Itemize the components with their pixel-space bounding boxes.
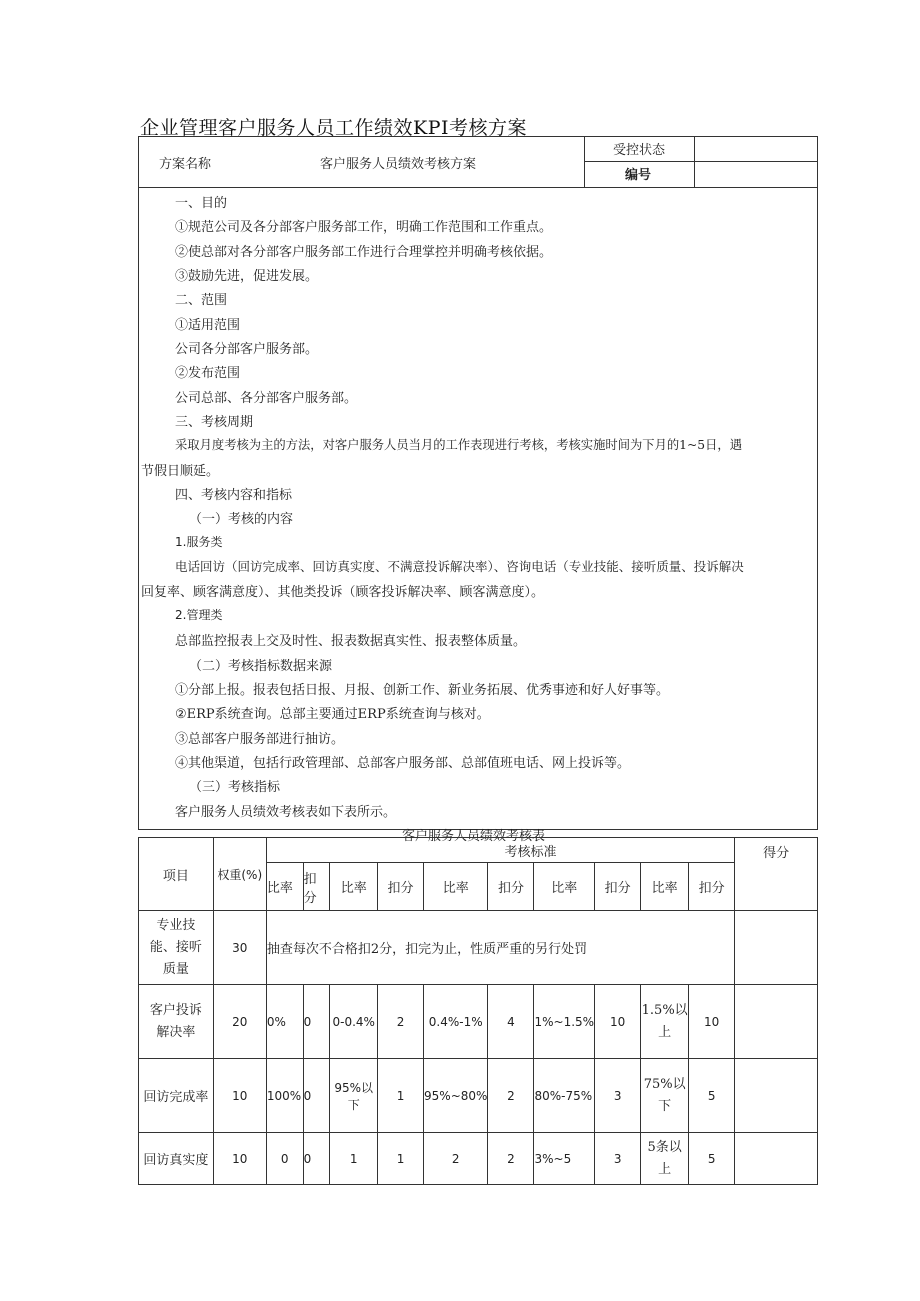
col-deduct: 扣分 bbox=[595, 863, 641, 911]
body-line: 二、范围 bbox=[175, 293, 228, 308]
row-item: 回访真实度 bbox=[139, 1133, 214, 1185]
plan-name-value: 客户服务人员绩效考核方案 bbox=[320, 157, 477, 172]
col-score: 得分 bbox=[735, 838, 818, 911]
number-label: 编号 bbox=[625, 168, 652, 183]
row-cell: 5 bbox=[689, 1059, 735, 1133]
status-label: 受控状态 bbox=[613, 143, 666, 158]
plan-header bbox=[139, 137, 817, 188]
row-score bbox=[735, 1133, 818, 1185]
row-cell: 3 bbox=[595, 1133, 641, 1185]
row-note: 抽查每次不合格扣2分，扣完为止，性质严重的另行处罚 bbox=[266, 911, 734, 985]
row-cell: 0 bbox=[303, 1133, 330, 1185]
body-line: （三）考核指标 bbox=[189, 780, 281, 795]
body-line: 回复率、顾客满意度）、其他类投诉（顾客投诉解决率、顾客满意度）。 bbox=[141, 585, 545, 600]
body-line: （二）考核指标数据来源 bbox=[189, 659, 333, 674]
col-deduct: 扣分 bbox=[377, 863, 423, 911]
col-deduct: 扣分 bbox=[689, 863, 735, 911]
row-weight: 10 bbox=[213, 1059, 266, 1133]
row-cell: 10 bbox=[595, 985, 641, 1059]
row-cell: 4 bbox=[488, 985, 534, 1059]
row-item: 专业技能、接听质量 bbox=[139, 911, 214, 985]
body-line: 总部监控报表上交及时性、报表数据真实性、报表整体质量。 bbox=[175, 634, 527, 649]
row-cell: 3 bbox=[595, 1059, 641, 1133]
body-line: 节假日顺延。 bbox=[141, 464, 220, 479]
body-line: ③总部客户服务部进行抽访。 bbox=[175, 732, 345, 747]
row-cell: 1 bbox=[330, 1133, 378, 1185]
row-cell: 0.4%-1% bbox=[424, 985, 488, 1059]
row-cell: 2 bbox=[377, 985, 423, 1059]
col-ratio: 比率 bbox=[266, 863, 303, 911]
row-cell: 3%~5 bbox=[534, 1133, 595, 1185]
body-line: 客户服务人员绩效考核表如下表所示。 bbox=[175, 805, 397, 820]
row-cell: 80%-75% bbox=[534, 1059, 595, 1133]
col-item: 项目 bbox=[139, 838, 214, 911]
row-score bbox=[735, 1059, 818, 1133]
row-cell: 95%以下 bbox=[330, 1059, 378, 1133]
row-cell: 2 bbox=[488, 1133, 534, 1185]
row-weight: 20 bbox=[213, 985, 266, 1059]
plan-frame bbox=[138, 136, 818, 830]
body-line: ①适用范围 bbox=[175, 318, 241, 333]
col-weight: 权重(%) bbox=[213, 838, 266, 911]
header-divider bbox=[584, 161, 817, 162]
body-line: 2.管理类 bbox=[175, 608, 223, 622]
row-weight: 10 bbox=[213, 1133, 266, 1185]
row-cell: 75%以下 bbox=[641, 1059, 689, 1133]
row-cell: 0 bbox=[266, 1133, 303, 1185]
row-cell: 0-0.4% bbox=[330, 985, 378, 1059]
row-cell: 1.5%以上 bbox=[641, 985, 689, 1059]
row-cell: 100% bbox=[266, 1059, 303, 1133]
row-cell: 0 bbox=[303, 985, 330, 1059]
col-deduct: 扣分 bbox=[488, 863, 534, 911]
body-line: （一）考核的内容 bbox=[189, 512, 294, 527]
col-ratio: 比率 bbox=[330, 863, 378, 911]
body-line: ①分部上报。报表包括日报、月报、创新工作、新业务拓展、优秀事迹和好人好事等。 bbox=[175, 683, 670, 698]
table-header-row bbox=[139, 838, 818, 863]
header-divider bbox=[694, 137, 695, 187]
body-line: ②ERP系统查询。总部主要通过ERP系统查询与核对。 bbox=[175, 707, 490, 722]
row-cell: 5 bbox=[689, 1133, 735, 1185]
body-line: ③鼓励先进，促进发展。 bbox=[175, 269, 319, 284]
row-item: 回访完成率 bbox=[139, 1059, 214, 1133]
body-line: 电话回访（回访完成率、回访真实度、不满意投诉解决率）、咨询电话（专业技能、接听质量、投诉解决 bbox=[175, 559, 744, 574]
row-score bbox=[735, 985, 818, 1059]
row-score bbox=[735, 911, 818, 985]
table-caption: 客户服务人员绩效考核表 bbox=[402, 829, 546, 844]
table-row bbox=[139, 985, 818, 1059]
body-line: 采取月度考核为主的方法，对客户服务人员当月的工作表现进行考核，考核实施时间为下月的1~5日，遇 bbox=[175, 438, 743, 452]
col-deduct: 扣分 bbox=[303, 863, 330, 911]
row-cell: 10 bbox=[689, 985, 735, 1059]
body-line: ④其他渠道，包括行政管理部、总部客户服务部、总部值班电话、网上投诉等。 bbox=[175, 756, 631, 771]
body-line: ①规范公司及各分部客户服务部工作，明确工作范围和工作重点。 bbox=[175, 220, 553, 235]
table-row bbox=[139, 1133, 818, 1185]
table-row bbox=[139, 1059, 818, 1133]
body-line: ②使总部对各分部客户服务部工作进行合理掌控并明确考核依据。 bbox=[175, 245, 553, 260]
body-line: 公司各分部客户服务部。 bbox=[175, 342, 319, 357]
body-line: 四、考核内容和指标 bbox=[175, 488, 293, 503]
row-cell: 95%~80% bbox=[424, 1059, 488, 1133]
body-line: 1.服务类 bbox=[175, 535, 223, 549]
row-item: 客户投诉解决率 bbox=[139, 985, 214, 1059]
col-standard: 考核标准 bbox=[266, 838, 734, 863]
row-cell: 1%~1.5% bbox=[534, 985, 595, 1059]
row-cell: 1 bbox=[377, 1133, 423, 1185]
col-ratio: 比率 bbox=[534, 863, 595, 911]
row-cell: 2 bbox=[424, 1133, 488, 1185]
header-divider bbox=[584, 137, 585, 187]
row-cell: 0 bbox=[303, 1059, 330, 1133]
col-ratio: 比率 bbox=[641, 863, 689, 911]
row-weight: 30 bbox=[213, 911, 266, 985]
row-cell: 2 bbox=[488, 1059, 534, 1133]
kpi-table bbox=[138, 837, 818, 1185]
body-line: 三、考核周期 bbox=[175, 415, 254, 430]
row-cell: 1 bbox=[377, 1059, 423, 1133]
row-cell: 5条以上 bbox=[641, 1133, 689, 1185]
row-cell: 0% bbox=[266, 985, 303, 1059]
plan-name-label: 方案名称 bbox=[159, 157, 212, 172]
document-title: 企业管理客户服务人员工作绩效KPI考核方案 bbox=[140, 117, 527, 139]
body-line: ②发布范围 bbox=[175, 366, 241, 381]
body-line: 公司总部、各分部客户服务部。 bbox=[175, 391, 358, 406]
table-row bbox=[139, 911, 818, 985]
body-line: 一、目的 bbox=[175, 196, 228, 211]
col-ratio: 比率 bbox=[424, 863, 488, 911]
